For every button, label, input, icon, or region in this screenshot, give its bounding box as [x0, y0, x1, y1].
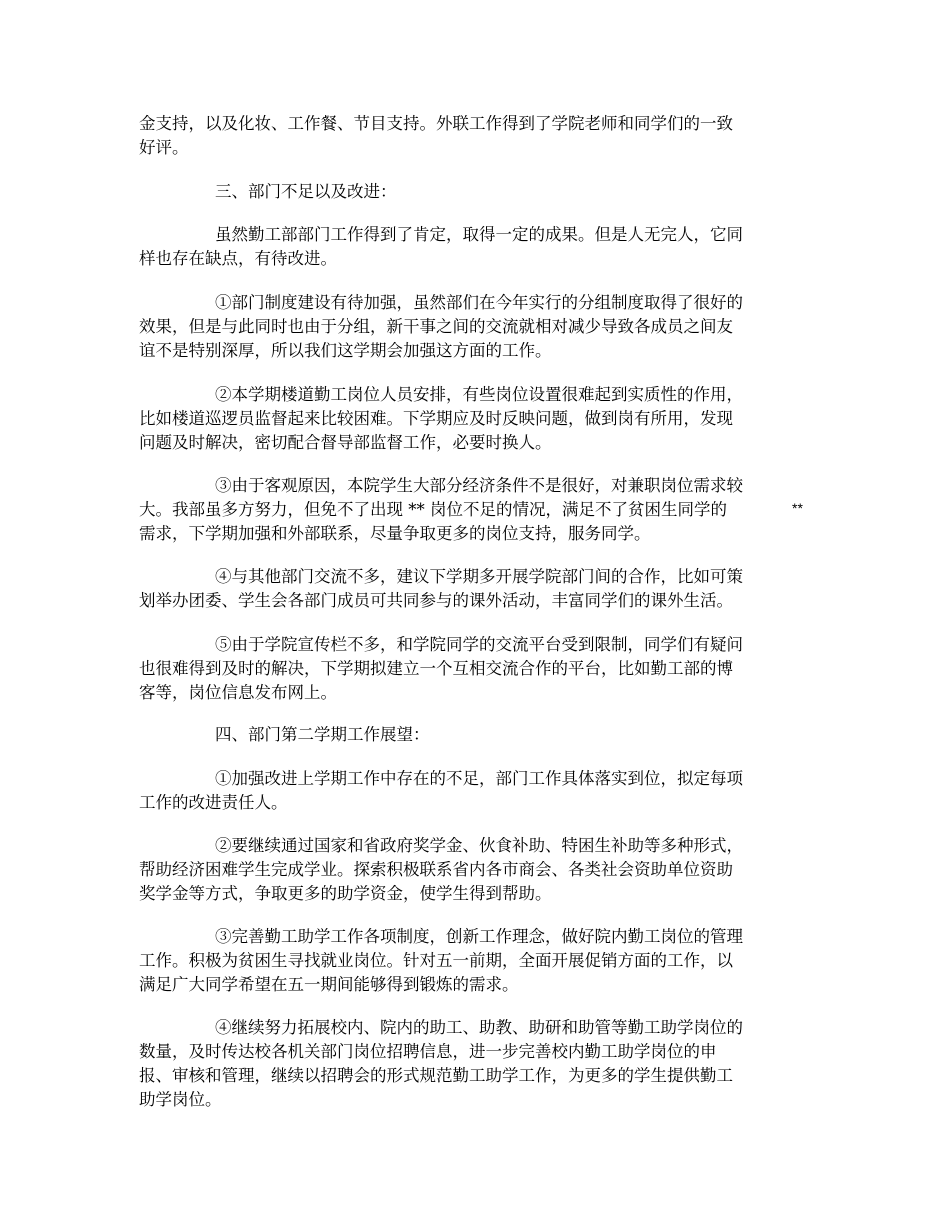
trailing-mark: **: [792, 500, 803, 516]
text-line: 金支持，以及化妆、工作餐、节目支持。外联工作得到了学院老师和同学们的一致: [139, 114, 733, 133]
text-line: 好评。: [139, 138, 189, 157]
text-line: ④与其他部门交流不多，建议下学期多开展学院部门间的合作，比如可策: [215, 567, 743, 586]
text-line: 四、部门第二学期工作展望：: [215, 725, 430, 744]
text-line: 大。我部虽多方努力，但免不了出现 ** 岗位不足的情况，满足不了贫困生同学的: [139, 500, 727, 519]
text-line: 客等，岗位信息发布网上。: [139, 683, 337, 702]
text-line: 满足广大同学希望在五一期间能够得到锻炼的需求。: [139, 975, 519, 994]
section-heading-shortcomings: [139, 180, 779, 204]
text-line: 谊不是特别深厚，所以我们这学期会加强这方面的工作。: [139, 341, 552, 360]
text-line: ④继续努力拓展校内、院内的助工、助教、助研和助管等勤工助学岗位的: [215, 1018, 743, 1037]
text-line: 帮助经济困难学生完成学业。探索积极联系省内各市商会、各类社会资助单位资助: [139, 860, 733, 879]
text-line: 需求，下学期加强和外部联系，尽量争取更多的岗位支持，服务同学。: [139, 524, 651, 543]
text-line: 工作的改进责任人。: [139, 793, 288, 812]
paragraph-item-4: [139, 565, 779, 613]
text-line: 工作。积极为贫困生寻找就业岗位。针对五一前期，全面开展促销方面的工作，以: [139, 951, 733, 970]
text-line: 也很难得到及时的解决，下学期拟建立一个互相交流合作的平台，比如勤工部的博: [139, 659, 733, 678]
text-line: 比如楼道巡逻员监督起来比较困难。下学期应及时反映问题，做到岗有所用，发现: [139, 409, 733, 428]
text-line: 三、部门不足以及改进：: [215, 182, 397, 201]
section-heading-outlook: [139, 723, 779, 747]
text-line: ⑤由于学院宣传栏不多，和学院同学的交流平台受到限制，同学们有疑问: [215, 635, 743, 654]
paragraph-item-2: [139, 383, 779, 455]
text-line: ③由于客观原因，本院学生大部分经济条件不是很好，对兼职岗位需求较: [215, 476, 743, 495]
paragraph-outlook-3: [139, 925, 779, 997]
paragraph-item-5: [139, 633, 779, 705]
paragraph-intro-shortcomings: [139, 223, 779, 271]
paragraph-outlook-2: [139, 834, 779, 906]
text-line: ①加强改进上学期工作中存在的不足，部门工作具体落实到位，拟定每项: [215, 769, 743, 788]
text-line: 数量，及时传达校各机关部门岗位招聘信息，进一步完善校内勤工助学岗位的申: [139, 1042, 717, 1061]
paragraph-outlook-4: [139, 1016, 779, 1112]
text-line: 虽然勤工部部门工作得到了肯定，取得一定的成果。但是人无完人，它同: [215, 225, 743, 244]
text-line: 奖学金等方式，争取更多的助学资金，使学生得到帮助。: [139, 884, 552, 903]
text-line: 效果，但是与此同时也由于分组，新干事之间的交流就相对减少导致各成员之间友: [139, 317, 733, 336]
text-line: 样也存在缺点，有待改进。: [139, 249, 337, 268]
paragraph-outreach-conclusion: [139, 112, 779, 160]
text-line: ②本学期楼道勤工岗位人员安排，有些岗位设置很难起到实质性的作用，: [215, 385, 743, 404]
paragraph-item-3: [139, 474, 779, 546]
text-line: 助学岗位。: [139, 1090, 222, 1109]
paragraph-item-1: [139, 291, 779, 363]
text-line: 报、审核和管理，继续以招聘会的形式规范勤工助学工作，为更多的学生提供勤工: [139, 1066, 733, 1085]
text-line: ③完善勤工助学工作各项制度，创新工作理念，做好院内勤工岗位的管理: [215, 927, 743, 946]
text-line: 问题及时解决，密切配合督导部监督工作，必要时换人。: [139, 433, 552, 452]
text-line: ②要继续通过国家和省政府奖学金、伙食补助、特困生补助等多种形式，: [215, 836, 743, 855]
text-line: 划举办团委、学生会各部门成员可共同参与的课外活动，丰富同学们的课外生活。: [139, 591, 733, 610]
text-line: ①部门制度建设有待加强，虽然部们在今年实行的分组制度取得了很好的: [215, 293, 743, 312]
paragraph-outlook-1: [139, 767, 779, 815]
